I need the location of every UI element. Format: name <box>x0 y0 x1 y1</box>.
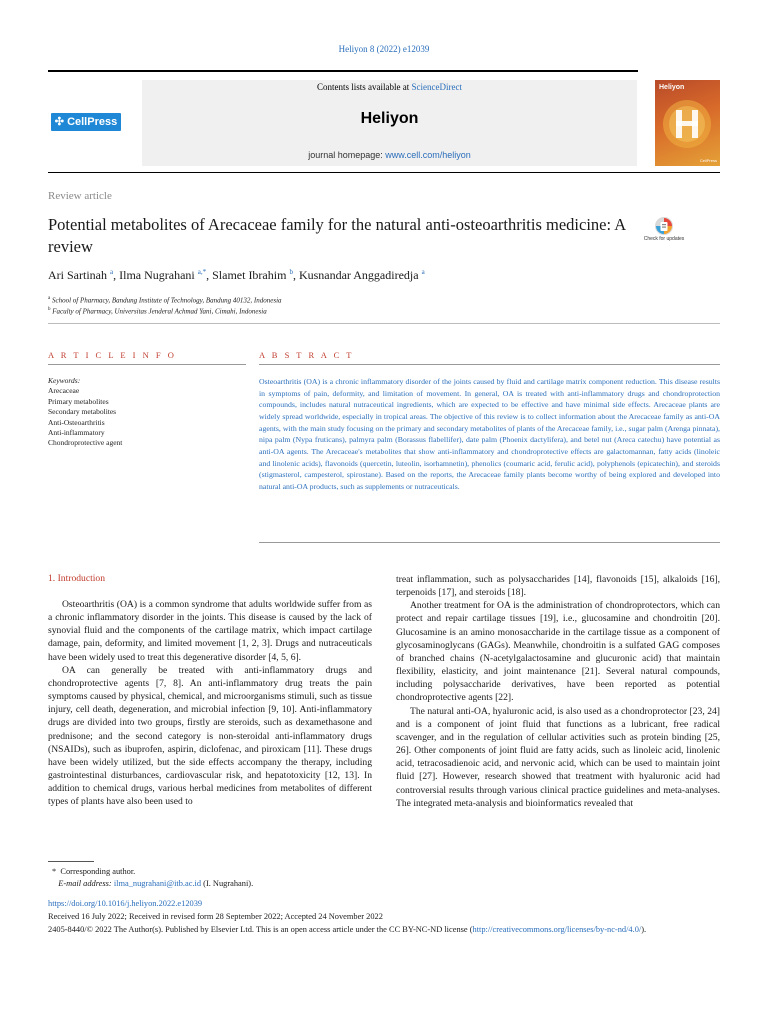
keywords-label: Keywords: <box>48 376 81 385</box>
affiliation-divider <box>48 323 720 324</box>
author-affil-mark[interactable]: a <box>110 268 114 276</box>
article-type: Review article <box>48 190 112 202</box>
body-paragraph: treat inflammation, such as polysaccharides [14], flavonoids [15], alkaloids [16], terpenoids [17], and steroids [18]. <box>396 574 720 599</box>
check-for-updates-badge[interactable] <box>643 216 685 252</box>
author-affil-mark[interactable]: a <box>421 268 425 276</box>
footnote <box>52 866 253 890</box>
abstract-bottom-rule <box>259 542 720 543</box>
affiliation-a: $^a$ School of Pharmacy, Bandung Institute of Technology, Bandung 40132, Indonesia <box>48 296 282 305</box>
author-name[interactable]: Slamet Ibrahim <box>212 268 287 282</box>
cover-title: Heliyon <box>659 84 685 91</box>
body-column-right <box>396 573 720 810</box>
contents-line: Contents lists available at ScienceDirect <box>317 82 462 92</box>
author-name[interactable]: Ilma Nugrahani <box>119 268 195 282</box>
journal-cover-image[interactable] <box>655 80 720 166</box>
cover-footer: CellPress <box>699 158 717 163</box>
keyword-item: Anti-inflammatory <box>48 428 105 438</box>
author-name[interactable]: Ari Sartinah <box>48 268 107 282</box>
doi-link[interactable]: https://doi.org/10.1016/j.heliyon.2022.e12039 <box>48 899 203 908</box>
check-updates-label: Check for updates <box>643 236 685 242</box>
author-list: Ari Sartinah $^a$, Ilma Nugrahani $^{a,*}$, Slamet Ibrahim $^b$, Kusnandar Anggadiredja $^a$ <box>48 268 425 282</box>
body-paragraph: The natural anti-OA, hyaluronic acid, is also used as a chondroprotector [23, 24] and is a component of joint fluid that functions as a lubricant, free radical scavenger, and in the regulation of cellular activities such as protein binding [25, 26]. Other components of joint fluid are fatty acids, such as linoleic acid, linolenic acid, tetracosadienoic acid, and nervonic acid, which can be used to maintain joint fluid [27]. However, research showed that treatment with hyaluronic acid had controversial results through various clinical practice guidelines and meta-analyses. The integrated meta-analysis and bioinformatics revealed that <box>396 705 720 809</box>
body-paragraph: Another treatment for OA is the administration of chondroprotectors, which can protect and repair cartilage tissues [19], i.e., glucosamine and chondroitin [20]. Glucosamine is an amino monosaccharide in the cartilage tissue as a component of glycosaminoglycans (GAGs). Meanwhile, chondroitin is a sulfated GAG composes of branched chains (N-acetylgalactosamine and glucuronic acid) that maintain flexibility, elasticity, and joint maintenance [21]. Several natural compounds, including polysaccharide derivatives, have been reported as potential chondroprotective agents [22]. <box>396 600 720 704</box>
journal-reference[interactable]: Heliyon 8 (2022) e12039 <box>338 44 430 54</box>
author-affil-mark[interactable]: a,* <box>197 268 207 276</box>
body-column-left <box>48 598 372 809</box>
cellpress-logo[interactable]: ✣ CellPress <box>51 113 121 131</box>
license-link[interactable]: http://creativecommons.org/licenses/by-nc-nd/4.0/ <box>472 925 642 934</box>
keyword-item: Anti-Osteoarthritis <box>48 417 105 427</box>
author-affil-mark[interactable]: b <box>289 268 293 276</box>
body-paragraph: Osteoarthritis (OA) is a common syndrome that adults worldwide suffer from as a chronic inflammatory disorder in the joints. This disease is caused by the lack of synovial fluid and the components of the cartilage matrix, which impact cartilage damage, pain, deformity, and limited movement [1, 2, 3]. Drugs and nutraceuticals have been widely used to treat this degenerative disorder [4, 5, 6]. <box>48 599 372 663</box>
abstract-rule <box>259 364 720 365</box>
sciencedirect-link[interactable]: ScienceDirect <box>411 82 462 92</box>
keywords-list <box>48 376 122 449</box>
body-paragraph: OA can generally be treated with anti-inflammatory drugs and chondroprotective agents [7, 8]. An anti-inflammatory drug treats the pain symptoms caused by physical, chemical, and microorganisms stimuli, such as tissue injury, cell death, degeneration, and microbial infection [9, 10]. Anti-inflammatory drugs are divided into two groups, firstly are steroids, such as dexamethasone and prednisone; and the second category is non-steroidal anti-inflammatory drugs (NSAIDs), such as ibuprofen, aspirin, diclofenac, and piroxicam [11]. These drugs have been widely utilized, but the side effects accompany the therapy, including gastrointestinal disturbances, cardiovascular risk, and hepatotoxicity [12, 13]. In addition to chemical drugs, various herbal medicines from metabolites of different types of plants have also been used to <box>48 664 372 808</box>
abstract-text: Osteoarthritis (OA) is a chronic inflammatory disorder of the joints caused by fluid and cartilage matrix component reduction. This disease results in symptoms of pain, deformity, and limitation of movement. In general, OA is treated with anti-inflammatory drugs and chondroprotection compounds, includes natural nutraceutical ingredients, which are expected to be effective and have minimal side effects. Arecaceae plants are widely spread worldwide, especially in tropical areas. The objective of this review is to collect information about the Arecaceae family as anti-OA agents, with the main study focusing on the primary and secondary metabolites of plants of the Arecaceae family, i.e., sugar palm (Arenga pinnata), nipa palm (Nypa fruticans), palmyra palm (Borassus flabellifer), date palm (Phoenix dactylifera), and betel nut (Areca catechu) have potential as anti-OA agents. The Arecaceae's metabolites that show anti-inflammatory and chondroprotective effects are galactomannan, fatty acids (linoleic and linolenic acids), flavonoids (quercetin, luteolin, isorhamnetin), phenolics (coumaric acid, ferulic acid), polyphenols (epicatechin), and steroids (stigmasterol, campesterol, spirostane). Based on the reports, the Arecaceae family plants become worthy of being explored and developed into natural anti-OA products, such as supplements or nutraceuticals. <box>259 377 720 491</box>
keyword-item: Arecaceae <box>48 386 80 396</box>
article-info-rule <box>48 364 246 365</box>
homepage-line: journal homepage: www.cell.com/heliyon <box>308 150 471 160</box>
author-name[interactable]: Kusnandar Anggadiredja <box>298 268 419 282</box>
header-divider <box>48 172 720 173</box>
received-dates: Received 16 July 2022; Received in revised form 28 September 2022; Accepted 24 November 2022 <box>48 912 383 921</box>
keyword-item: Secondary metabolites <box>48 407 117 417</box>
cellpress-logo-icon: ✣ <box>54 116 68 128</box>
introduction-heading: 1. Introduction <box>48 573 106 584</box>
journal-name: Heliyon <box>360 110 419 127</box>
keyword-item: Primary metabolites <box>48 396 109 406</box>
homepage-link[interactable]: www.cell.com/heliyon <box>385 150 471 160</box>
check-updates-icon <box>646 216 682 238</box>
cover-h-emblem-icon <box>661 98 713 150</box>
journal-header <box>142 80 637 166</box>
license-statement: 2405-8440/© 2022 The Author(s). Published by Elsevier Ltd. This is an open access article under the CC BY-NC-ND license (http://creativecommons.org/licenses/by-nc-nd/4.0/). <box>48 925 647 934</box>
email-link[interactable]: ilma_nugrahani@itb.ac.id <box>113 879 202 888</box>
email-note: E-mail address: ilma_nugrahani@itb.ac.id (I. Nugrahani). <box>58 879 254 888</box>
publisher-logo-area <box>48 80 140 166</box>
keyword-item: Chondroprotective agent <box>48 438 123 448</box>
footnote-rule <box>48 861 94 862</box>
article-info-heading: A R T I C L E I N F O <box>48 350 177 360</box>
abstract-heading: A B S T R A C T <box>259 350 354 360</box>
paper-title: Potential metabolites of Arecaceae family for the natural anti-osteoarthritis medicine: A review <box>48 215 626 256</box>
affiliation-b: $^b$ Faculty of Pharmacy, Universitas Jenderal Achmad Yani, Cimahi, Indonesia <box>48 307 267 316</box>
corresponding-author-note: * Corresponding author. <box>52 867 136 876</box>
header-rule <box>48 70 638 72</box>
